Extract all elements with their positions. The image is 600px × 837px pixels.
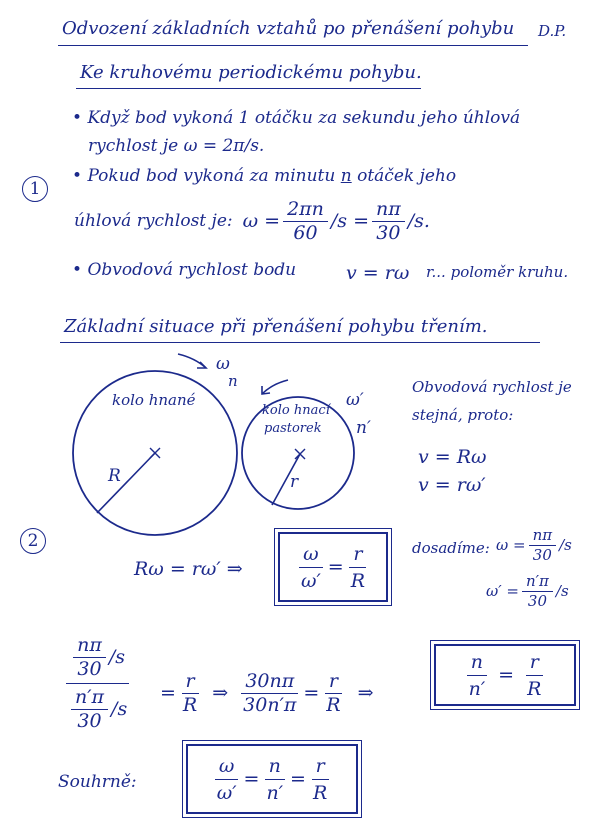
sub2 xyxy=(486,574,569,609)
bullet2-mid: /s = xyxy=(330,210,369,232)
sub2-frac xyxy=(522,574,553,609)
frac-den: 30 xyxy=(77,710,102,732)
frac-den: 30 xyxy=(532,546,552,564)
section2-heading: Základní situace při přenášení pohybu třením. xyxy=(64,316,488,337)
frac-num: nπ xyxy=(529,528,557,546)
small-wheel-label-1: kolo hnací xyxy=(262,403,330,418)
summary-box xyxy=(186,744,358,814)
frac-num: r xyxy=(349,543,366,568)
box1-frac-left xyxy=(297,543,325,592)
small-rotation-arrow xyxy=(262,380,288,394)
bullet2-line1: • Pokud bod vykoná za minutu n otáček jeho xyxy=(72,166,457,186)
compound-numerator xyxy=(66,636,129,684)
compound-fraction xyxy=(64,636,131,731)
section1-heading: Ke kruhovému periodickému pohybu. xyxy=(80,62,422,83)
sub2-w: ω′ = xyxy=(486,582,519,600)
v-eq2: v = rω′ xyxy=(418,474,486,496)
bullet2-end: /s. xyxy=(407,210,430,232)
box2-frac-left xyxy=(465,651,490,700)
frac-den: R xyxy=(350,569,366,592)
frac-den: ω′ xyxy=(216,781,237,804)
sub2-end: /s xyxy=(555,582,569,600)
omega-label: ω xyxy=(216,354,230,374)
main-equation: Rω = rω′ ⇒ xyxy=(134,558,243,580)
speed-note-1: Obvodová rychlost je xyxy=(412,378,572,396)
n-prime-label: n′ xyxy=(356,418,371,438)
n-label: n xyxy=(228,372,238,390)
frac-den: n′ xyxy=(468,677,486,700)
bullet2-omega: ω = xyxy=(242,210,281,232)
frac-num: r xyxy=(312,755,329,780)
bullet3-note: r... poloměr kruhu. xyxy=(426,263,569,281)
summary-f3 xyxy=(309,755,331,804)
big-radius-line xyxy=(97,453,155,513)
bullet2-n: n xyxy=(340,166,352,186)
frac-den: R xyxy=(527,677,542,700)
deriv-eq2: = xyxy=(303,682,320,704)
box1-eq: = xyxy=(327,556,344,578)
deriv-arrow2: ⇒ xyxy=(357,682,374,704)
sub1-frac xyxy=(529,528,557,563)
frac-num: r xyxy=(526,651,543,676)
top-frac xyxy=(73,636,106,679)
result-box-1 xyxy=(278,532,388,602)
sub1-end: /s xyxy=(559,536,572,554)
frac-num: ω xyxy=(215,755,239,780)
frac-den: 30 xyxy=(77,658,102,680)
frac-den: R xyxy=(326,694,341,716)
summary-eq1: = xyxy=(243,768,260,790)
summary-eq2: = xyxy=(290,768,306,790)
bullet2-text2: úhlová rychlost je: xyxy=(74,211,233,231)
frac-den: 30 xyxy=(376,222,401,244)
bullet1-line1: • Když bod vykoná 1 otáčku za sekundu jeho úhlová xyxy=(72,108,521,128)
box1-frac-right xyxy=(347,543,369,592)
box2-frac-right xyxy=(523,651,545,700)
frac-num: r xyxy=(182,672,199,694)
frac-den: 30 xyxy=(527,592,547,610)
frac-den: R xyxy=(312,781,328,804)
bullet1-text: Když bod vykoná 1 otáčku za sekundu jeho úhlová xyxy=(87,108,521,128)
frac-num: 2πn xyxy=(283,200,328,222)
deriv-eq1: = xyxy=(160,682,176,704)
frac-num: n′π xyxy=(522,574,553,592)
frac-num: nπ xyxy=(372,200,405,222)
bullet2-text: Pokud bod vykoná za minutu xyxy=(87,166,336,186)
bullet2-text-end: otáček jeho xyxy=(357,166,457,186)
bullet3-text: Obvodová rychlost bodu xyxy=(87,260,297,280)
bullet1-text2: rychlost je xyxy=(88,136,179,156)
frac-den: 60 xyxy=(293,222,318,244)
derivation-chain xyxy=(160,672,384,715)
v-eq1: v = Rω xyxy=(418,446,487,468)
deriv-arrow1: ⇒ xyxy=(212,682,229,704)
summary-f1 xyxy=(213,755,241,804)
big-radius-label: R xyxy=(108,466,121,486)
frac-num: ω xyxy=(299,543,323,568)
sub1-w: ω = xyxy=(496,536,526,554)
frac-num: 30nπ xyxy=(241,672,298,694)
frac-num: nπ xyxy=(73,636,106,658)
frac-den: R xyxy=(182,694,198,716)
section1-number: 1 xyxy=(22,176,48,202)
box2-eq: = xyxy=(498,664,515,686)
deriv-mid xyxy=(239,672,300,715)
compound-denominator xyxy=(64,684,131,731)
deriv-rhs1 xyxy=(179,672,201,715)
omega-prime-label: ω′ xyxy=(346,390,364,410)
big-wheel-label: kolo hnané xyxy=(112,391,196,409)
summary-label: Souhrně: xyxy=(58,772,137,792)
speed-note-2: stejná, proto: xyxy=(412,406,514,424)
frac-num: r xyxy=(325,672,342,694)
bullet1-formula: ω = 2π/s. xyxy=(183,136,265,156)
bullet3-formula: v = rω xyxy=(346,262,410,284)
frac-num: n xyxy=(467,651,487,676)
sub1 xyxy=(496,528,572,563)
frac-num: n xyxy=(265,755,285,780)
author-initials: D.P. xyxy=(538,22,567,40)
frac-num: n′π xyxy=(71,688,108,710)
big-rotation-arrow xyxy=(178,354,206,368)
page-title: Odvození základních vztahů po přenášení pohybu xyxy=(62,18,515,39)
frac-den: n′ xyxy=(266,781,284,804)
top-unit: /s xyxy=(108,646,126,668)
bot-unit: /s xyxy=(111,698,128,720)
dosadime-label: dosadíme: xyxy=(412,539,490,557)
bot-frac xyxy=(71,688,108,731)
deriv-rhs2 xyxy=(322,672,344,715)
section2-number: 2 xyxy=(20,528,46,554)
frac-den: 30n′π xyxy=(243,694,297,716)
summary-f2 xyxy=(262,755,287,804)
result-box-2 xyxy=(434,644,576,706)
bullet3-line: • Obvodová rychlost bodu xyxy=(72,260,297,280)
small-radius-label: r xyxy=(290,472,299,492)
frac-den: ω′ xyxy=(300,569,321,592)
small-wheel-label-2: pastorek xyxy=(264,421,322,436)
